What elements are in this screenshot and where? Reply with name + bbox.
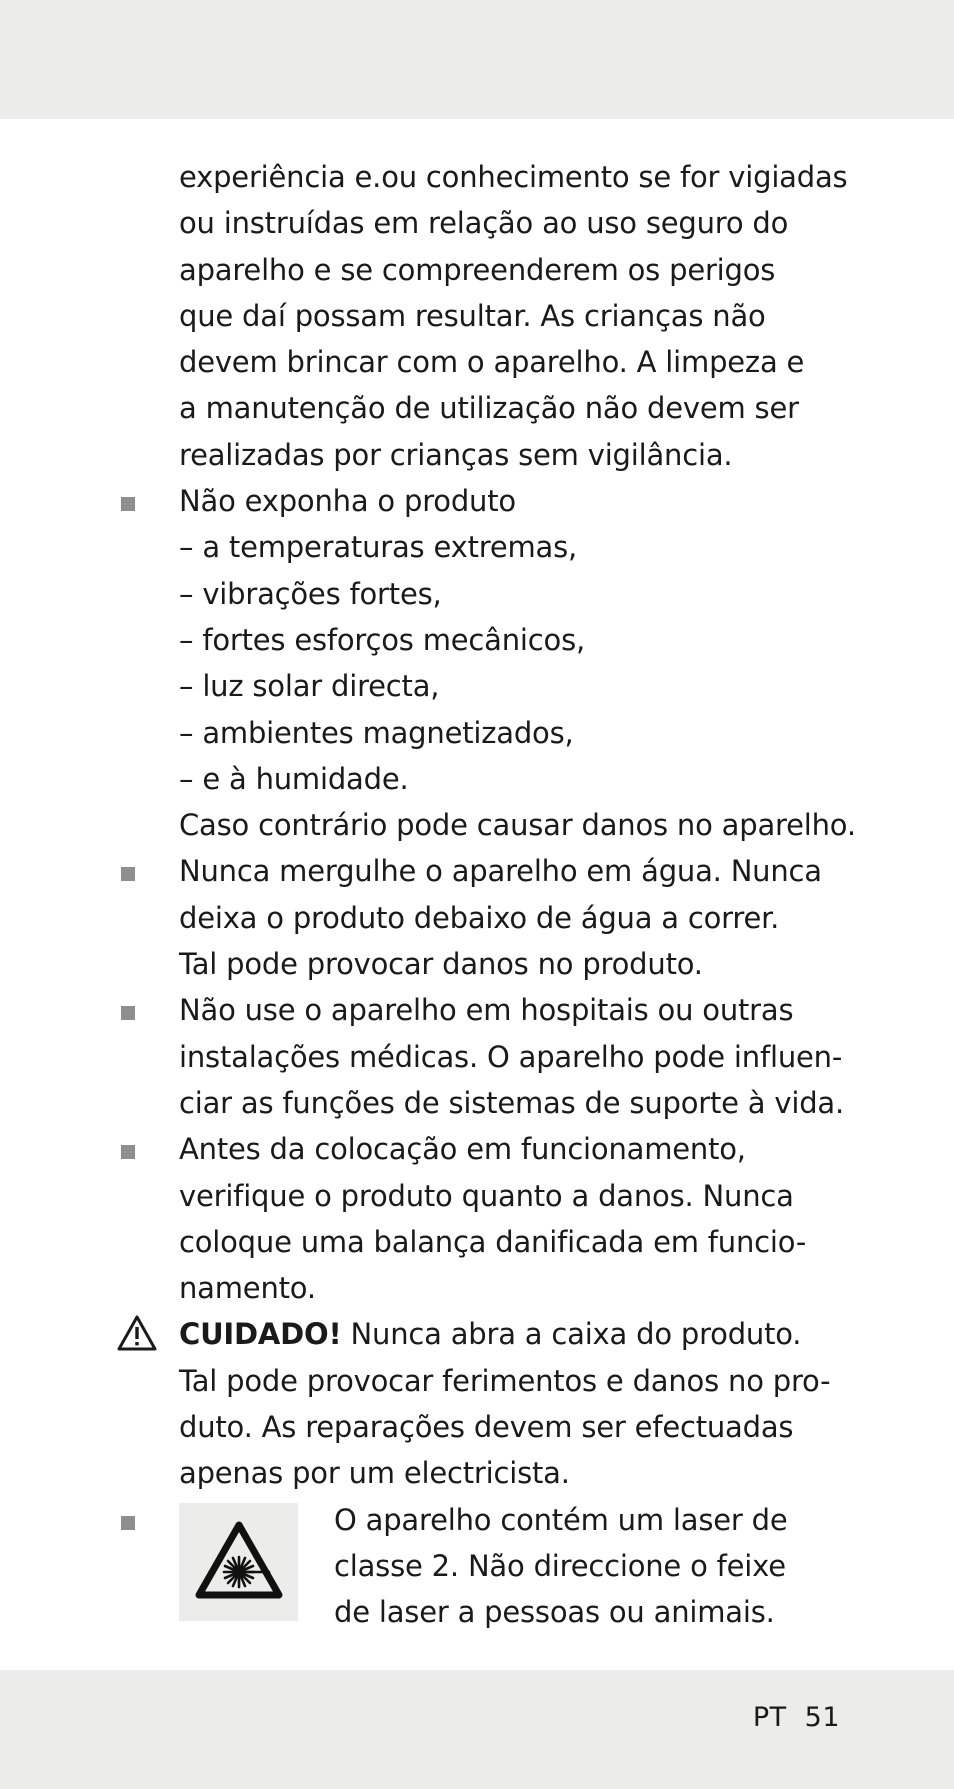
hospital-line: ciar as funções de sistemas de suporte à vida.	[179, 1085, 845, 1120]
laser-line: O aparelho contém um laser de	[334, 1502, 788, 1537]
hospital-item	[179, 987, 845, 1126]
exposure-item	[179, 478, 856, 848]
inspect-line: namento.	[179, 1271, 316, 1306]
exposure-lead: Não exponha o produto	[179, 484, 516, 519]
exposure-condition: – ambientes magnetizados,	[179, 715, 574, 750]
square-bullet-icon	[121, 1516, 135, 1530]
water-line: deixa o produto debaixo de água a correr.	[179, 900, 780, 935]
square-bullet-icon	[121, 867, 135, 881]
warning-triangle-icon	[117, 1315, 157, 1351]
water-item	[179, 848, 839, 987]
intro-line: ou instruídas em relação ao uso seguro do	[179, 206, 789, 241]
inspect-line: verifique o produto quanto a danos. Nunca	[179, 1178, 794, 1213]
intro-line: que daí possam resultar. As crianças não	[179, 298, 766, 333]
laser-item	[179, 1497, 839, 1636]
hospital-line: Não use o aparelho em hospitais ou outras	[179, 993, 794, 1028]
laser-line: classe 2. Não direccione o feixe	[334, 1548, 786, 1583]
intro-paragraph	[179, 154, 848, 478]
water-line: Tal pode provocar danos no produto.	[179, 947, 703, 982]
intro-line: realizadas por crianças sem vigilância.	[179, 437, 733, 472]
square-bullet-icon	[121, 497, 135, 511]
inspect-line: coloque uma balança danificada em funcio-	[179, 1224, 807, 1259]
exposure-condition: – luz solar directa,	[179, 669, 440, 704]
caution-line: Tal pode provocar ferimentos e danos no pro-	[179, 1363, 831, 1398]
laser-line: de laser a pessoas ou animais.	[334, 1595, 775, 1630]
caution-line: duto. As reparações devem ser efectuadas	[179, 1410, 794, 1445]
top-margin-band	[0, 0, 954, 119]
laser-text	[334, 1497, 788, 1636]
laser-warning-box	[179, 1503, 298, 1621]
exposure-consequence: Caso contrário pode causar danos no aparelho.	[179, 808, 856, 843]
square-bullet-icon	[121, 1006, 135, 1020]
exposure-condition: – vibrações fortes,	[179, 576, 442, 611]
caution-first-line	[179, 1311, 839, 1357]
exposure-condition: – a temperaturas extremas,	[179, 530, 578, 565]
page-footer	[753, 1700, 840, 1736]
safety-instructions	[179, 154, 856, 1636]
language-code: PT	[752, 1702, 787, 1733]
intro-line: experiência e.ou conhecimento se for vigiadas	[179, 160, 848, 194]
caution-item	[179, 1311, 839, 1496]
intro-line: aparelho e se compreenderem os perigos	[179, 252, 776, 287]
intro-line: a manutenção de utilização não devem ser	[179, 391, 799, 426]
hospital-line: instalações médicas. O aparelho pode influen-	[179, 1039, 843, 1074]
caution-line: apenas por um electricista.	[179, 1456, 570, 1491]
laser-warning-icon	[194, 1519, 284, 1603]
intro-line: devem brincar com o aparelho. A limpeza e	[179, 345, 805, 380]
page-number: 51	[804, 1702, 840, 1733]
exposure-condition: – e à humidade.	[179, 761, 409, 796]
water-line: Nunca mergulhe o aparelho em água. Nunca	[179, 854, 822, 889]
caution-label: CUIDADO!	[179, 1317, 342, 1352]
caution-first-line-text: Nunca abra a caixa do produto.	[341, 1317, 802, 1352]
inspect-line: Antes da colocação em funcionamento,	[179, 1132, 746, 1167]
square-bullet-icon	[121, 1145, 135, 1159]
exposure-condition: – fortes esforços mecânicos,	[179, 622, 585, 657]
inspect-item	[179, 1126, 839, 1311]
